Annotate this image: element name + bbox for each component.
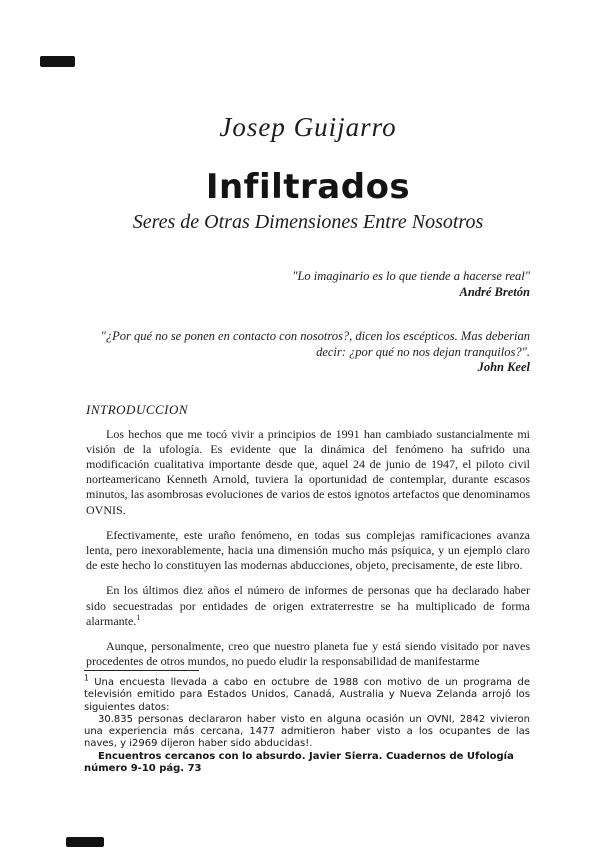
scan-artifact-top: [40, 56, 75, 67]
quote-text: "¿Por qué no se ponen en contacto con nosotros?, dicen los escépticos. Mas deberian decir: ¿por qué no nos dejan tranquilos?".: [100, 329, 530, 359]
intro-paragraph-2: Efectivamente, este uraño fenómeno, en todas sus complejas ramificaciones avanza lenta, pero inexorablemente, hacia una dimensión mucho más psíquica, y un ejemplo claro de este hecho lo constituyen las modernas abducciones, objeto, precisamente, de este libro.: [86, 527, 530, 573]
footnote-separator-rule: [84, 670, 199, 671]
footnote-reference-mark: 1: [136, 612, 141, 622]
intro-paragraph-3: [86, 583, 530, 629]
book-title: Infiltrados: [205, 167, 411, 208]
section-heading-introduccion: INTRODUCCION: [86, 401, 189, 417]
book-subtitle: Seres de Otras Dimensiones Entre Nosotros: [132, 211, 484, 234]
epigraph-quote-keel: [86, 329, 530, 376]
footnote-survey-paragraph: [84, 673, 530, 714]
footnote-citation: Encuentros cercanos con lo absurdo. Javier Sierra. Cuadernos de Ufología número 9-10 pág. 73: [84, 750, 514, 775]
footnote-data-paragraph: 30.835 personas declararon haber visto en alguna ocasión un OVNI, 2842 vivieron una experiencia más cercana, 1477 admitieron haber visto a los ocupantes de las naves, y i2969 dijeron haber sido abducidas!.: [84, 713, 530, 750]
author-name: Josep Guijarro: [219, 112, 397, 142]
footnote-block: [84, 670, 530, 775]
quote-attribution: John Keel: [477, 360, 530, 375]
paragraph-text: En los últimos diez años el número de informes de personas que ha declarado haber sido secuestradas por entidades de origen extraterrestre se ha multiplicado de forma alarmante.: [86, 583, 530, 628]
footnote-text: Una encuesta llevada a cabo en octubre de 1988 con motivo de un programa de televisión emitido para Estados Unidos, Canadá, Australia y Nueva Zelanda arrojó los siguientes datos:: [84, 677, 530, 713]
page-content: [86, 0, 530, 669]
epigraph-quote-breton: [86, 269, 530, 300]
footnote-marker: 1: [84, 673, 89, 683]
intro-paragraph-1: Los hechos que me tocó vivir a principios de 1991 han cambiado sustancialmente mi visión de la ufología. Es evidente que la dinámica del fenómeno ha sufrido una modificación cualitativa importante desde que, aquel 24 de junio de 1947, el piloto civil norteamericano Kenneth Arnold, tuviera la oportunidad de contemplar, durante escasos minutos, las asombrosas evoluciones de varios de estos ignotos artefactos que denominamos OVNIS.: [86, 426, 530, 517]
scan-artifact-bottom: [66, 837, 104, 847]
intro-paragraph-4: Aunque, personalmente, creo que nuestro planeta fue y está siendo visitado por naves procedentes de otros mundos, no puedo eludir la responsabilidad de manifestarme: [86, 639, 530, 669]
quote-text: "Lo imaginario es lo que tiende a hacerse real": [292, 269, 530, 284]
quote-attribution: André Bretón: [459, 284, 530, 299]
